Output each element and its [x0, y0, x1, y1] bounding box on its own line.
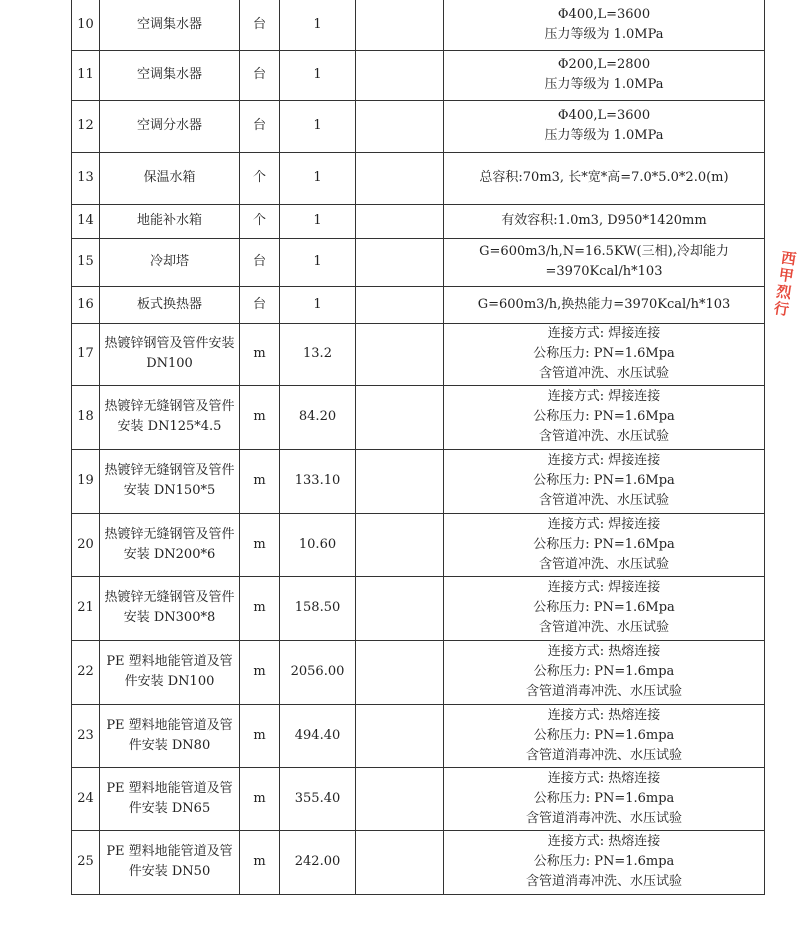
spec-line: 连接方式: 焊接连接 [547, 326, 661, 341]
unit-cell: 台 [240, 286, 280, 323]
blank-cell [356, 704, 444, 767]
table-row [72, 100, 765, 152]
item-name-cell: PE 塑料地能管道及管件安装 DN65 [100, 767, 240, 830]
unit-cell: m [240, 767, 280, 830]
specification-cell [444, 204, 765, 238]
spec-line: 总容积:70m3, 长*宽*高=7.0*5.0*2.0(m) [479, 170, 729, 185]
specification-cell [444, 704, 765, 767]
specification-cell [444, 640, 765, 704]
blank-cell [356, 238, 444, 286]
spec-line: 公称压力: PN=1.6mpa [533, 854, 675, 869]
spec-line: 含管道冲洗、水压试验 [538, 429, 669, 444]
spec-line: 压力等级为 1.0MPa [544, 26, 664, 42]
item-name-cell: 热镀锌钢管及管件安装 DN100 [100, 323, 240, 385]
unit-cell: 台 [240, 238, 280, 286]
quantity-cell: 84.20 [280, 385, 356, 449]
item-name-cell: 地能补水箱 [100, 204, 240, 238]
blank-cell [356, 323, 444, 385]
spec-line: 压力等级为 1.0MPa [544, 77, 664, 92]
item-name-cell: PE 塑料地能管道及管件安装 DN50 [100, 830, 240, 894]
spec-line: 连接方式: 热熔连接 [547, 770, 661, 786]
row-number-cell: 10 [72, 0, 100, 50]
spec-line: =3970Kcal/h*103 [545, 264, 663, 279]
quantity-cell: 2056.00 [280, 640, 356, 704]
blank-cell [356, 0, 444, 50]
quantity-cell: 494.40 [280, 704, 356, 767]
table-row [72, 204, 765, 238]
item-name-cell: 热镀锌无缝钢管及管件安装 DN150*5 [100, 449, 240, 513]
blank-cell [356, 513, 444, 576]
spec-line: 连接方式: 热熔连接 [547, 707, 661, 723]
row-number-cell: 25 [72, 830, 100, 894]
equipment-table [71, 0, 765, 895]
spec-line: 含管道消毒冲洗、水压试验 [525, 810, 682, 826]
spec-line: 连接方式: 焊接连接 [547, 516, 661, 532]
table-row [72, 152, 765, 204]
unit-cell: 台 [240, 50, 280, 100]
item-name-cell: 热镀锌无缝钢管及管件安装 DN125*4.5 [100, 385, 240, 449]
quantity-cell: 1 [280, 152, 356, 204]
spec-line: 含管道冲洗、水压试验 [538, 556, 669, 572]
blank-cell [356, 286, 444, 323]
item-name-cell: 热镀锌无缝钢管及管件安装 DN300*8 [100, 576, 240, 640]
specification-cell [444, 576, 765, 640]
spec-line: 含管道消毒冲洗、水压试验 [525, 684, 682, 699]
unit-cell: 个 [240, 152, 280, 204]
row-number-cell: 22 [72, 640, 100, 704]
row-number-cell: 11 [72, 50, 100, 100]
blank-cell [356, 152, 444, 204]
quantity-cell: 1 [280, 204, 356, 238]
unit-cell: 个 [240, 204, 280, 238]
table-row [72, 513, 765, 576]
specification-cell [444, 0, 765, 50]
table-body [72, 0, 765, 894]
item-name-cell: 保温水箱 [100, 152, 240, 204]
row-number-cell: 24 [72, 767, 100, 830]
spec-line: 连接方式: 焊接连接 [547, 389, 661, 404]
item-name-cell: 空调分水器 [100, 100, 240, 152]
blank-cell [356, 204, 444, 238]
row-number-cell: 12 [72, 100, 100, 152]
row-number-cell: 19 [72, 449, 100, 513]
table-row [72, 640, 765, 704]
table-row [72, 238, 765, 286]
spec-line: Φ400,L=3600 [557, 108, 651, 123]
specification-cell [444, 767, 765, 830]
unit-cell: m [240, 513, 280, 576]
table-row [72, 767, 765, 830]
quantity-cell: 1 [280, 286, 356, 323]
table-row [72, 385, 765, 449]
table-row [72, 323, 765, 385]
item-name-cell: 空调集水器 [100, 50, 240, 100]
row-number-cell: 15 [72, 238, 100, 286]
item-name-cell: PE 塑料地能管道及管件安装 DN80 [100, 704, 240, 767]
specification-cell [444, 238, 765, 286]
quantity-cell: 355.40 [280, 767, 356, 830]
spec-line: 公称压力: PN=1.6Mpa [533, 346, 675, 361]
specification-cell [444, 513, 765, 576]
spec-line: 含管道消毒冲洗、水压试验 [525, 747, 682, 763]
spec-line: 连接方式: 热熔连接 [547, 834, 661, 849]
specification-cell [444, 152, 765, 204]
unit-cell: 台 [240, 0, 280, 50]
blank-cell [356, 640, 444, 704]
row-number-cell: 17 [72, 323, 100, 385]
spec-line: 连接方式: 热熔连接 [547, 644, 661, 659]
spec-line: 公称压力: PN=1.6mpa [533, 664, 675, 679]
row-number-cell: 20 [72, 513, 100, 576]
row-number-cell: 18 [72, 385, 100, 449]
unit-cell: m [240, 576, 280, 640]
quantity-cell: 1 [280, 0, 356, 50]
quantity-cell: 10.60 [280, 513, 356, 576]
specification-cell [444, 50, 765, 100]
unit-cell: m [240, 323, 280, 385]
specification-cell [444, 385, 765, 449]
quantity-cell: 13.2 [280, 323, 356, 385]
unit-cell: m [240, 830, 280, 894]
table-row [72, 449, 765, 513]
quantity-cell: 158.50 [280, 576, 356, 640]
item-name-cell: 冷却塔 [100, 238, 240, 286]
unit-cell: m [240, 640, 280, 704]
spec-line: 压力等级为 1.0MPa [544, 128, 664, 143]
quantity-cell: 242.00 [280, 830, 356, 894]
item-name-cell: 空调集水器 [100, 0, 240, 50]
specification-cell [444, 449, 765, 513]
spec-line: Φ200,L=2800 [557, 57, 651, 72]
unit-cell: m [240, 704, 280, 767]
quantity-cell: 1 [280, 238, 356, 286]
spec-line: 连接方式: 焊接连接 [547, 453, 661, 468]
unit-cell: m [240, 449, 280, 513]
spec-line: 公称压力: PN=1.6Mpa [533, 409, 675, 424]
spec-line: 公称压力: PN=1.6Mpa [533, 536, 675, 552]
unit-cell: 台 [240, 100, 280, 152]
spec-line: Φ400,L=3600 [557, 6, 651, 22]
spec-line: 含管道消毒冲洗、水压试验 [525, 874, 682, 889]
spec-line: 含管道冲洗、水压试验 [538, 493, 669, 508]
spec-line: 公称压力: PN=1.6mpa [533, 790, 675, 806]
spec-line: 公称压力: PN=1.6mpa [533, 727, 675, 743]
specification-cell [444, 323, 765, 385]
row-number-cell: 16 [72, 286, 100, 323]
item-name-cell: PE 塑料地能管道及管件安装 DN100 [100, 640, 240, 704]
blank-cell [356, 830, 444, 894]
spec-line: G=600m3/h,换热能力=3970Kcal/h*103 [477, 296, 731, 312]
table-row [72, 704, 765, 767]
spec-line: 含管道冲洗、水压试验 [538, 620, 669, 635]
row-number-cell: 21 [72, 576, 100, 640]
row-number-cell: 13 [72, 152, 100, 204]
table-row [72, 830, 765, 894]
spec-line: 含管道冲洗、水压试验 [538, 366, 669, 381]
spec-line: 公称压力: PN=1.6Mpa [533, 600, 675, 615]
blank-cell [356, 385, 444, 449]
spec-line: G=600m3/h,N=16.5KW(三相),冷却能力 [479, 244, 729, 259]
quantity-cell: 133.10 [280, 449, 356, 513]
specification-cell [444, 830, 765, 894]
blank-cell [356, 100, 444, 152]
item-name-cell: 板式换热器 [100, 286, 240, 323]
item-name-cell: 热镀锌无缝钢管及管件安装 DN200*6 [100, 513, 240, 576]
table-row [72, 50, 765, 100]
blank-cell [356, 50, 444, 100]
row-number-cell: 14 [72, 204, 100, 238]
table-row [72, 0, 765, 50]
spec-line: 公称压力: PN=1.6Mpa [533, 473, 675, 488]
unit-cell: m [240, 385, 280, 449]
spec-line: 有效容积:1.0m3, D950*1420mm [501, 213, 707, 228]
spec-line: 连接方式: 焊接连接 [547, 580, 661, 595]
quantity-cell: 1 [280, 50, 356, 100]
table-row [72, 286, 765, 323]
blank-cell [356, 767, 444, 830]
blank-cell [356, 449, 444, 513]
quantity-cell: 1 [280, 100, 356, 152]
table-row [72, 576, 765, 640]
specification-cell [444, 100, 765, 152]
specification-cell [444, 286, 765, 323]
blank-cell [356, 576, 444, 640]
seal-stamp: 西 甲 烈 行 [772, 248, 798, 320]
row-number-cell: 23 [72, 704, 100, 767]
